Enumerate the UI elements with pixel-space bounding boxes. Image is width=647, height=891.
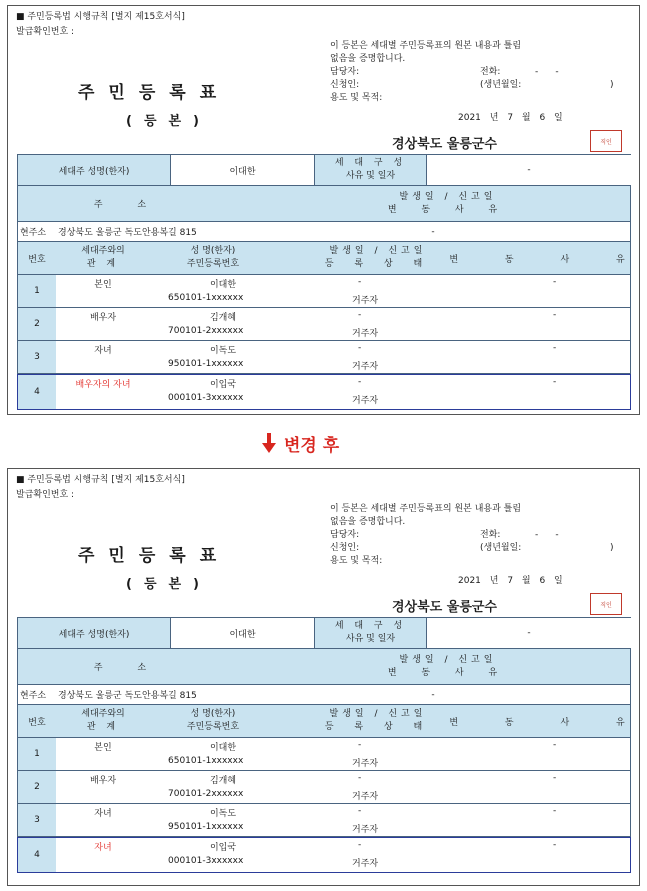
- event-header-1: 발생일 / 신고일: [399, 191, 497, 202]
- staff-label: 담당자:: [330, 67, 360, 77]
- member-relation: 자녀: [94, 843, 112, 853]
- document-subtitle: (등본): [126, 114, 211, 129]
- member-name: 이독도: [209, 346, 237, 356]
- col-relation: 세대주와의 관 계: [81, 709, 125, 732]
- composition-label-2: 사유 및 일자: [345, 171, 396, 181]
- member-relation: 배우자의 자녀: [75, 380, 131, 390]
- member-status: 거주자: [352, 362, 379, 372]
- col-event: 발생일 / 신고일 등 록 상 태: [324, 246, 432, 269]
- birth-label: (생년월일:: [480, 543, 522, 553]
- member-relation: 배우자: [89, 776, 117, 786]
- current-address-dash: -: [431, 226, 435, 237]
- member-event: -: [358, 343, 362, 353]
- head-name: 이대한: [170, 618, 314, 648]
- member-relation: 자녀: [94, 346, 112, 356]
- cert-line-1: 이 등본은 세대별 주민등록표의 원본 내용과 틀림: [330, 41, 522, 51]
- cert-line-1: 이 등본은 세대별 주민등록표의 원본 내용과 틀림: [330, 504, 522, 514]
- purpose-label: 용도 및 목적:: [330, 556, 383, 566]
- head-label: 세대주 성명(한자): [18, 618, 170, 648]
- member-number: 1: [18, 275, 56, 307]
- member-status: 거주자: [352, 296, 379, 306]
- phone-value: - -: [535, 67, 559, 77]
- head-name: 이대한: [170, 155, 314, 185]
- staff-label: 담당자:: [330, 530, 360, 540]
- member-name: 이대한: [209, 280, 237, 290]
- member-row: [17, 308, 631, 341]
- member-rrn: 700101-2xxxxxx: [168, 326, 244, 336]
- event-header: [298, 649, 598, 684]
- issuer-name: 경상북도 울릉군수: [392, 600, 497, 615]
- issue-date: 2021 년 7 월 6 일: [458, 576, 563, 586]
- member-row: [17, 837, 631, 873]
- document-title: 주민등록표: [78, 546, 231, 566]
- change-label: 변경 후: [284, 435, 340, 456]
- document-after: [7, 468, 647, 886]
- member-status: 거주자: [352, 759, 379, 769]
- event-header-1: 발생일 / 신고일: [399, 654, 497, 665]
- event-header: [298, 186, 598, 221]
- member-event: -: [358, 377, 362, 387]
- member-rows: [17, 275, 631, 410]
- composition-label-2: 사유 및 일자: [345, 634, 396, 644]
- member-relation: 본인: [94, 743, 112, 753]
- event-header-2: 변 동 사 유: [387, 667, 509, 678]
- member-status: 거주자: [352, 329, 379, 339]
- composition-label: [314, 155, 426, 185]
- composition-label-1: 세 대 구 성: [334, 158, 407, 168]
- member-event: -: [358, 840, 362, 850]
- member-relation: 자녀: [94, 809, 112, 819]
- applicant-label: 신청인:: [330, 543, 360, 553]
- member-relation: 본인: [94, 280, 112, 290]
- phone-label: 전화:: [480, 530, 501, 540]
- member-row: [17, 738, 631, 771]
- member-event: -: [358, 773, 362, 783]
- member-number: 2: [18, 308, 56, 340]
- member-row: [17, 275, 631, 308]
- household-table: [17, 154, 647, 410]
- current-address-dash: -: [431, 689, 435, 700]
- issue-number-label: 발급확인번호 :: [16, 490, 75, 500]
- col-relation: 세대주와의 관 계: [81, 246, 125, 269]
- phone-value: - -: [535, 530, 559, 540]
- col-reason: 변 동 사 유: [449, 717, 647, 728]
- issuer-name: 경상북도 울릉군수: [392, 137, 497, 152]
- member-status: 거주자: [352, 859, 379, 869]
- member-row: [17, 374, 631, 410]
- birth-close: ): [610, 80, 614, 90]
- composition-label-1: 세 대 구 성: [334, 621, 407, 631]
- birth-close: ): [610, 543, 614, 553]
- cert-line-2: 없음을 증명합니다.: [330, 54, 406, 64]
- official-seal: 직인: [590, 130, 622, 152]
- member-reason: -: [553, 806, 557, 816]
- head-label: 세대주 성명(한자): [18, 155, 170, 185]
- form-reference: ■ 주민등록법 시행규칙 [별지 제15호서식]: [16, 12, 185, 22]
- applicant-label: 신청인:: [330, 80, 360, 90]
- member-event: -: [358, 740, 362, 750]
- member-number: 3: [18, 341, 56, 373]
- member-relation: 배우자: [89, 313, 117, 323]
- member-rrn: 000101-3xxxxxx: [168, 856, 244, 866]
- purpose-label: 용도 및 목적:: [330, 93, 383, 103]
- member-number: 1: [18, 738, 56, 770]
- birth-label: (생년월일:: [480, 80, 522, 90]
- member-name: 이입국: [209, 843, 237, 853]
- member-name: 이독도: [209, 809, 237, 819]
- composition-value: -: [426, 155, 631, 185]
- arrow-down-icon: [262, 433, 276, 453]
- member-number: 4: [18, 375, 56, 409]
- member-rrn: 950101-1xxxxxx: [168, 822, 244, 832]
- col-reason: 변 동 사 유: [449, 254, 647, 265]
- form-reference: ■ 주민등록법 시행규칙 [별지 제15호서식]: [16, 475, 185, 485]
- member-number: 4: [18, 838, 56, 872]
- member-status: 거주자: [352, 792, 379, 802]
- event-header-2: 변 동 사 유: [387, 204, 509, 215]
- member-rrn: 950101-1xxxxxx: [168, 359, 244, 369]
- member-rrn: 650101-1xxxxxx: [168, 756, 244, 766]
- composition-value: -: [426, 618, 631, 648]
- col-name: 성 명(한자) 주민등록번호: [186, 246, 240, 269]
- member-event: -: [358, 310, 362, 320]
- address-header: 주 소: [93, 663, 163, 673]
- col-name: 성 명(한자) 주민등록번호: [186, 709, 240, 732]
- member-reason: -: [553, 343, 557, 353]
- member-number: 3: [18, 804, 56, 836]
- member-event: -: [358, 277, 362, 287]
- address-header: 주 소: [93, 200, 163, 210]
- member-name: 김개혜: [209, 776, 237, 786]
- member-status: 거주자: [352, 396, 379, 406]
- member-rrn: 000101-3xxxxxx: [168, 393, 244, 403]
- composition-label: [314, 618, 426, 648]
- document-subtitle: (등본): [126, 577, 211, 592]
- member-name: 이입국: [209, 380, 237, 390]
- member-reason: -: [553, 310, 557, 320]
- member-reason: -: [553, 773, 557, 783]
- col-event: 발생일 / 신고일 등 록 상 태: [324, 709, 432, 732]
- current-address: 경상북도 울릉군 독도안용복길 815: [58, 228, 197, 238]
- current-address: 경상북도 울릉군 독도안용복길 815: [58, 691, 197, 701]
- member-reason: -: [553, 377, 557, 387]
- member-name: 이대한: [209, 743, 237, 753]
- member-reason: -: [553, 277, 557, 287]
- col-number: 번호: [28, 717, 46, 728]
- phone-label: 전화:: [480, 67, 501, 77]
- member-rows: [17, 738, 631, 873]
- change-indicator: [262, 430, 339, 456]
- member-rrn: 650101-1xxxxxx: [168, 293, 244, 303]
- member-reason: -: [553, 840, 557, 850]
- member-row: [17, 341, 631, 374]
- member-reason: -: [553, 740, 557, 750]
- member-status: 거주자: [352, 825, 379, 835]
- certification-block: [330, 503, 630, 568]
- household-table: [17, 617, 647, 873]
- member-rrn: 700101-2xxxxxx: [168, 789, 244, 799]
- official-seal: 직인: [590, 593, 622, 615]
- issue-date: 2021 년 7 월 6 일: [458, 113, 563, 123]
- cert-line-2: 없음을 증명합니다.: [330, 517, 406, 527]
- document-before: [7, 5, 647, 415]
- member-number: 2: [18, 771, 56, 803]
- document-title: 주민등록표: [78, 83, 231, 103]
- member-row: [17, 771, 631, 804]
- issue-number-label: 발급확인번호 :: [16, 27, 75, 37]
- member-name: 김개혜: [209, 313, 237, 323]
- member-row: [17, 804, 631, 837]
- certification-block: [330, 40, 630, 105]
- col-number: 번호: [28, 254, 46, 265]
- current-address-label: 현주소: [20, 228, 47, 238]
- member-event: -: [358, 806, 362, 816]
- current-address-label: 현주소: [20, 691, 47, 701]
